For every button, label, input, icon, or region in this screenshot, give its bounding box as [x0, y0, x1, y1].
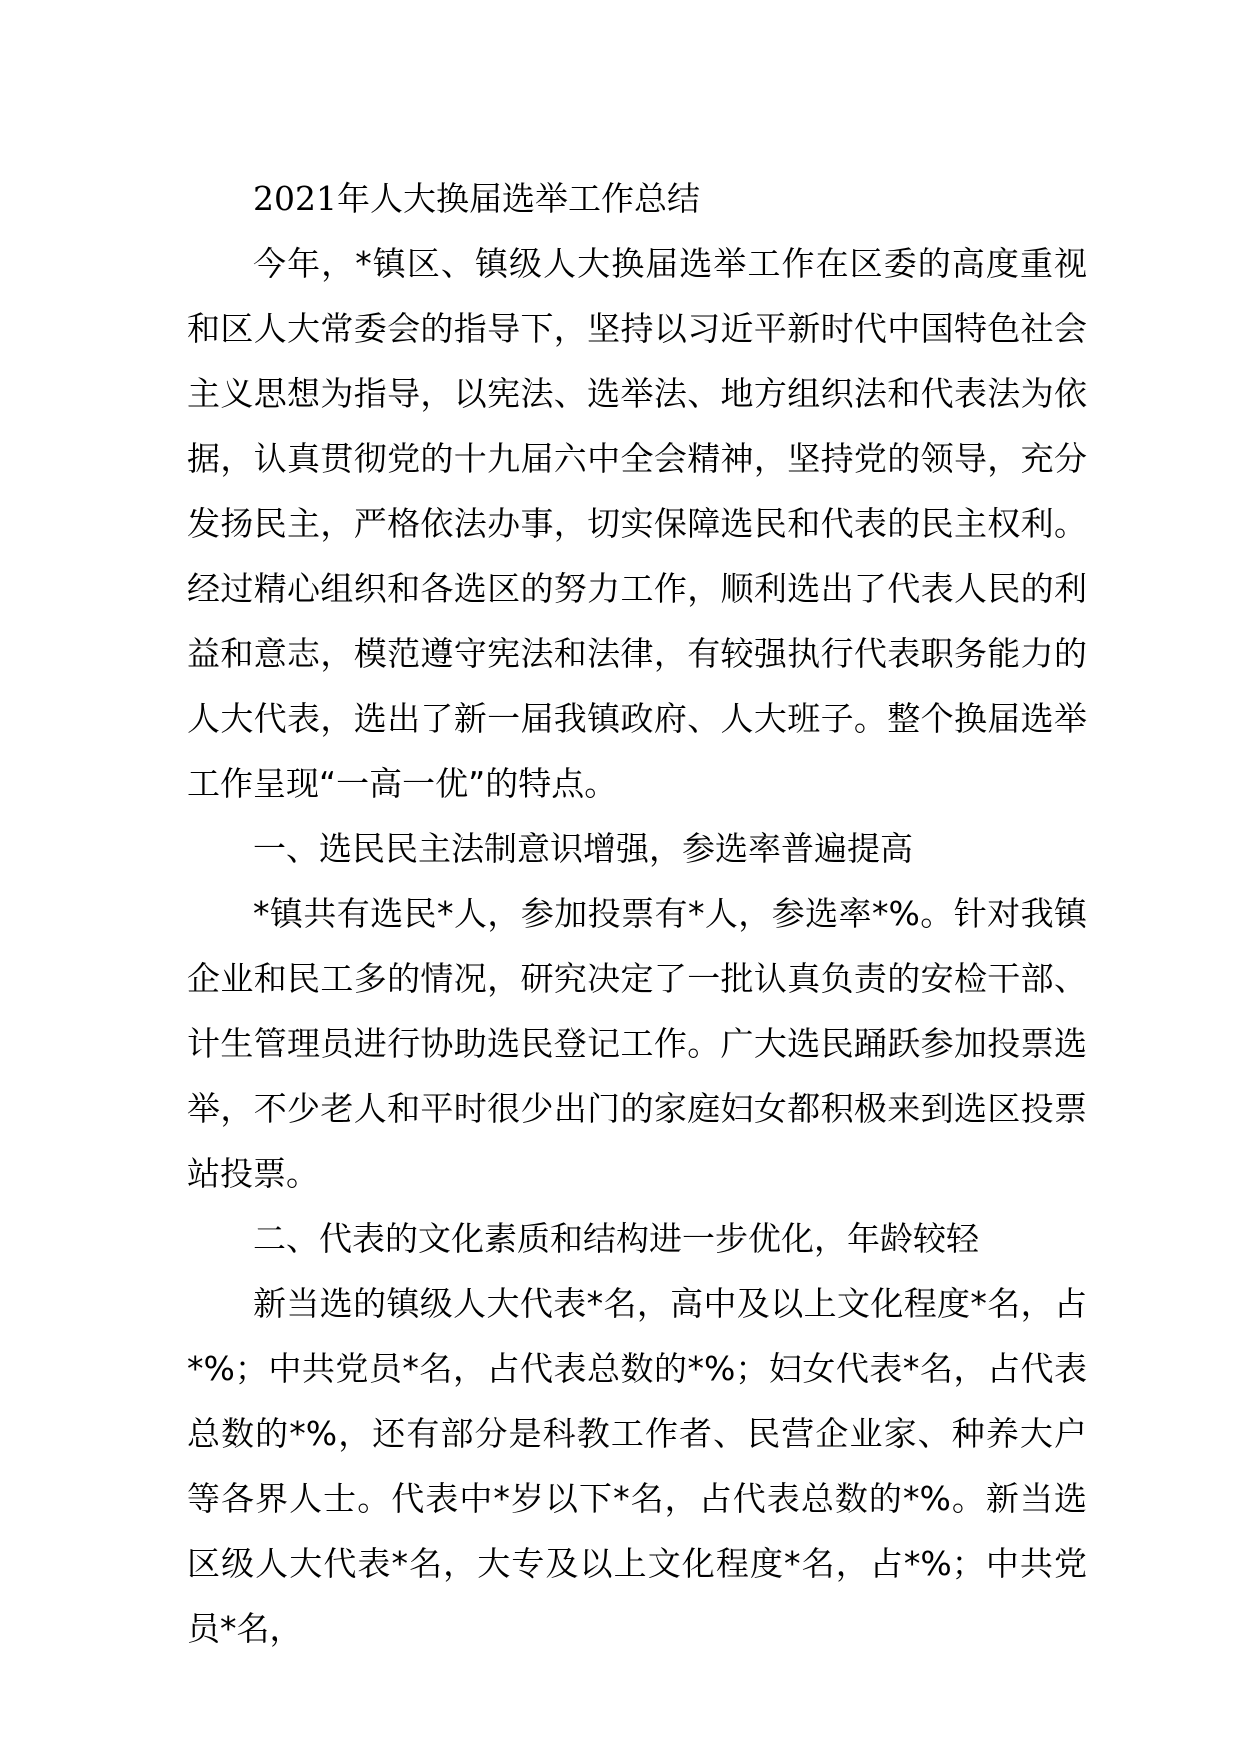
paragraph-section-1: *镇共有选民*人，参加投票有*人，参选率*%。针对我镇企业和民工多的情况，研究决定了一批认真负责的安检干部、计生管理员进行协助选民登记工作。广大选民踊跃参加投票选举，不少老人和平时很少出门的家庭妇女都积极来到选区投票站投票。 — [187, 894, 1087, 1193]
paragraph-section-2: 新当选的镇级人大代表*名，高中及以上文化程度*名，占*%；中共党员*名，占代表总数的*%；妇女代表*名，占代表总数的*%，还有部分是科教工作者、民营企业家、种养大户等各界人士。代表中*岁以下*名，占代表总数的*%。新当选区级人大代表*名，大专及以上文化程度*名，占*%；中共党员*名， — [187, 1284, 1087, 1648]
section-heading-2: 二、代表的文化素质和结构进一步优化，年龄较轻 — [253, 1219, 979, 1258]
paragraph-intro: 今年，*镇区、镇级人大换届选举工作在区委的高度重视和区人大常委会的指导下，坚持以习近平新时代中国特色社会主义思想为指导，以宪法、选举法、地方组织法和代表法为依据，认真贯彻党的十九届六中全会精神，坚持党的领导，充分发扬民主，严格依法办事，切实保障选民和代表的民主权利。经过精心组织和各选区的努力工作，顺利选出了代表人民的利益和意志，模范遵守宪法和法律，有较强执行代表职务能力的人大代表，选出了新一届我镇政府、人大班子。整个换届选举工作呈现“一高一优”的特点。 — [187, 244, 1087, 803]
document-title: 2021年人大换届选举工作总结 — [253, 179, 700, 218]
document-body — [187, 166, 1087, 1661]
section-heading-1: 一、选民民主法制意识增强，参选率普遍提高 — [253, 829, 913, 868]
